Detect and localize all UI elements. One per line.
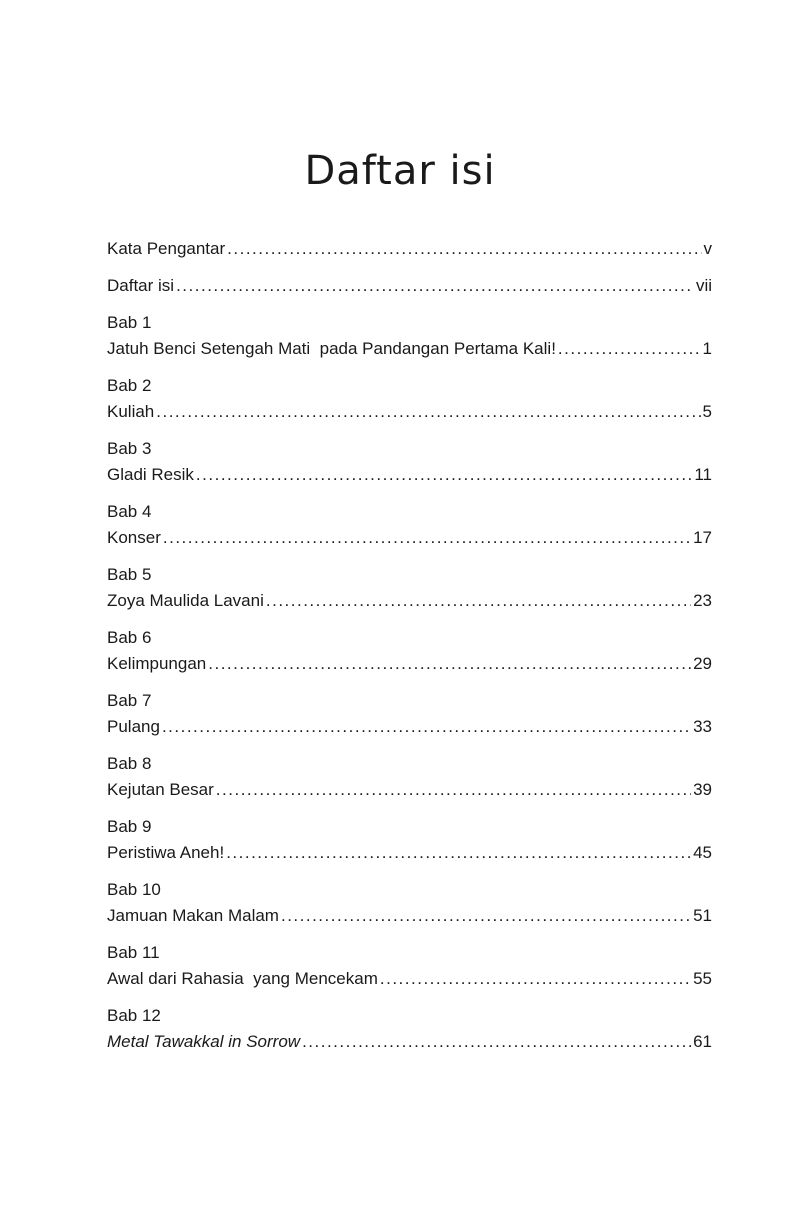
toc-line — [107, 399, 712, 425]
page-number: 33 — [693, 717, 712, 736]
chapter-label: Bab 10 — [107, 880, 161, 899]
dot-leader — [176, 273, 694, 299]
toc-line — [107, 903, 712, 929]
toc-entry — [107, 273, 712, 299]
page-number: 51 — [693, 906, 712, 925]
entry-title: Gladi Resik — [107, 465, 194, 484]
chapter-label: Bab 3 — [107, 439, 152, 458]
page-number: 39 — [693, 780, 712, 799]
dot-leader — [281, 903, 691, 929]
dot-leader — [302, 1029, 691, 1055]
toc-entry — [107, 814, 712, 866]
dot-leader — [227, 236, 701, 262]
toc-entry — [107, 436, 712, 488]
entry-title: Kuliah — [107, 402, 155, 421]
table-of-contents — [107, 236, 712, 1066]
page-number: 5 — [702, 402, 712, 421]
entry-title: Jatuh Benci Setengah Mati pada Pandangan Pertama Kali! — [107, 339, 556, 358]
toc-line — [107, 966, 712, 992]
toc-entry — [107, 940, 712, 992]
toc-line — [107, 525, 712, 551]
chapter-label: Bab 1 — [107, 313, 152, 332]
toc-line — [107, 588, 712, 614]
entry-title: Daftar isi — [107, 276, 175, 295]
entry-title: Kata Pengantar — [107, 239, 226, 258]
chapter-label: Bab 7 — [107, 691, 152, 710]
dot-leader — [266, 588, 691, 614]
entry-title: Metal Tawakkal in Sorrow — [107, 1032, 301, 1051]
dot-leader — [156, 399, 700, 425]
toc-entry — [107, 625, 712, 677]
page-number: vii — [695, 276, 712, 295]
chapter-label: Bab 11 — [107, 943, 160, 962]
toc-line — [107, 1029, 712, 1055]
toc-entry — [107, 751, 712, 803]
chapter-label: Bab 8 — [107, 754, 152, 773]
toc-entry — [107, 310, 712, 362]
chapter-label: Bab 4 — [107, 502, 152, 521]
chapter-label: Bab 2 — [107, 376, 152, 395]
dot-leader — [380, 966, 691, 992]
chapter-label: Bab 6 — [107, 628, 152, 647]
toc-line — [107, 777, 712, 803]
page-title: Daftar isi — [304, 148, 496, 194]
page-number: 45 — [693, 843, 712, 862]
dot-leader — [226, 840, 691, 866]
toc-entry — [107, 499, 712, 551]
page-number: 29 — [693, 654, 712, 673]
dot-leader — [196, 462, 692, 488]
entry-title: Konser — [107, 528, 161, 547]
dot-leader — [208, 651, 691, 677]
page-number: 55 — [693, 969, 712, 988]
dot-leader — [558, 336, 701, 362]
chapter-label: Bab 12 — [107, 1006, 161, 1025]
toc-line — [107, 714, 712, 740]
toc-entry — [107, 373, 712, 425]
toc-entry — [107, 877, 712, 929]
page-number: 11 — [694, 465, 712, 484]
entry-title: Awal dari Rahasia yang Mencekam — [107, 969, 378, 988]
page-number: 61 — [693, 1032, 712, 1051]
toc-line — [107, 236, 712, 262]
entry-title: Peristiwa Aneh! — [107, 843, 225, 862]
entry-title: Jamuan Makan Malam — [107, 906, 279, 925]
toc-entry — [107, 562, 712, 614]
toc-entry — [107, 236, 712, 262]
page-number: v — [703, 239, 712, 258]
page-number: 17 — [693, 528, 712, 547]
dot-leader — [162, 714, 691, 740]
chapter-label: Bab 9 — [107, 817, 152, 836]
page-number: 23 — [693, 591, 712, 610]
dot-leader — [216, 777, 691, 803]
chapter-label: Bab 5 — [107, 565, 152, 584]
entry-title: Kelimpungan — [107, 654, 207, 673]
toc-line — [107, 336, 712, 362]
toc-entry — [107, 1003, 712, 1055]
toc-line — [107, 840, 712, 866]
entry-title: Pulang — [107, 717, 160, 736]
entry-title: Zoya Maulida Lavani — [107, 591, 264, 610]
entry-title: Kejutan Besar — [107, 780, 214, 799]
toc-line — [107, 462, 712, 488]
dot-leader — [163, 525, 691, 551]
toc-entry — [107, 688, 712, 740]
toc-line — [107, 273, 712, 299]
toc-line — [107, 651, 712, 677]
page-number: 1 — [702, 339, 712, 358]
